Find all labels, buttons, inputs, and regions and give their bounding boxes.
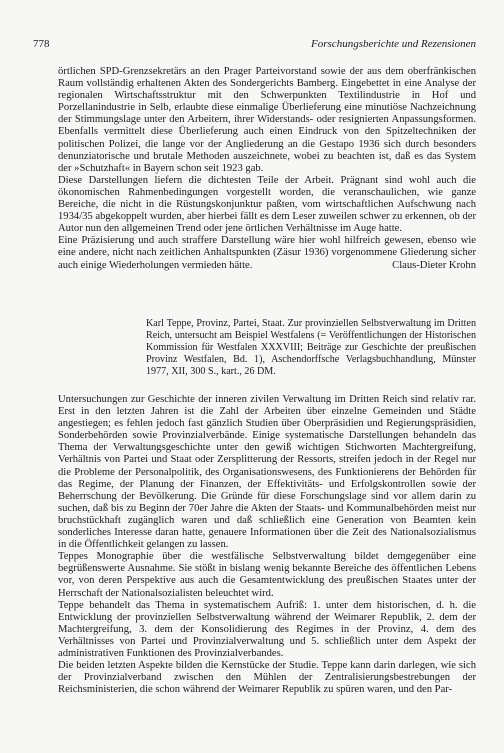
review-body xyxy=(58,394,476,696)
paragraph: örtlichen SPD-Grenzsekretärs an den Prager Parteivorstand sowie der aus dem oberfränkischen Raum vollständig erhaltenen Akten des Sondergerichts Bamberg. Eingebettet in eine Analyse der regionalen Wirtschaftsstruktur mit den Schwerpunkten Textilindustrie in Hof und Porzellanindustrie in Selb, erlaubte diese einmalige Überlieferung eine minutiöse Nachzeichnung der Stimmungslage unter den Arbeitern, ihrer Widerstands- oder resignierten Anpassungsformen. Ebenfalls vermittelt diese Überlieferung auch einen Eindruck von den Spitzeltechniken der politischen Polizei, die lange vor der Angliederung an die Gestapo 1936 sich durch besonders denunziatorische und brutale Methoden auszeichnete, wobei zu beachten ist, daß es das System der »Schutzhaft« in Bayern schon seit 1923 gab. xyxy=(58,66,476,174)
book-reference: Karl Teppe, Provinz, Partei, Staat. Zur provinziellen Selbstverwaltung im Dritten Reich, untersucht am Beispiel Westfalens (= Veröffentlichungen der Historischen Kommission für Westfalen XXXVIII; Beiträge zur Geschichte der preußischen Provinz Westfalen, Bd. 1), Aschendorffsche Verlagsbuchhandlung, Münster 1977, XII, 300 S., kart., 26 DM. xyxy=(146,318,476,378)
page-number: 778 xyxy=(33,38,50,50)
running-title: Forschungsberichte und Rezensionen xyxy=(311,38,476,50)
paragraph: Teppe behandelt das Thema in systematischem Aufriß: 1. unter dem historischen, d. h. die Entwicklung der provinziellen Selbstverwaltung während der Weimarer Republik, 2. dem der Machtergreifung, 3. dem der Konsolidierung des Regimes in der Provinz, 4. dem des Verhältnisses von Partei und Provinzialverwaltung und 5. schließlich unter dem Aspekt der administrativen Funktionen des Provinzialverbandes. xyxy=(58,599,476,659)
paragraph-text: Eine Präzisierung und auch straffere Darstellung wäre hier wohl hilfreich gewesen, ebenso wie eine andere, nicht nach zeitlichen Anhaltspunkten (Zäsur 1936) vorgenommene Gliederung sicher auch einige Wiederholungen vermieden hätte. xyxy=(58,235,476,271)
running-header xyxy=(33,38,476,52)
paragraph: Untersuchungen zur Geschichte der inneren zivilen Verwaltung im Dritten Reich sind relativ rar. Erst in den letzten Jahren ist die Zahl der Arbeiten über einzelne Gemeinden und Städte angestiegen; es fehlen jedoch fast gänzlich Studien über Oberpräsidien und Regierungspräsidien, Sonderbehörden sowie Provinzialverbände. Einige systematische Darstellungen behandeln das Thema der Verwaltungsgeschichte unter den gewiß wichtigen Stichworten Machtergreifung, Verhältnis von Partei und Staat oder Zersplitterung der Ressorts, streifen jedoch in der Regel nur die Probleme der Personalpolitik, des Organisationswesens, des Funktionierens der Behörden für das Regime, der Planung der Finanzen, der Effektivitäts- und Erfolgskontrollen sowie der Beherrschung der Bevölkerung. Die Gründe für diese Forschungslage sind vor allem darin zu suchen, daß bis zu Beginn der 70er Jahre die Akten der Staats- und Kommunalbehörden meist nur bruchstückhaft zugänglich waren und daß schließlich eine Generation von Beamten kein sonderliches Interesse daran hatte, genauere Informationen über die Zeit des Nationalsozialismus in die Öffentlichkeit gelangen zu lassen. xyxy=(58,394,476,551)
paragraph: Die beiden letzten Aspekte bilden die Kernstücke der Studie. Teppe kann darin darlegen, wie sich der Provinzialverband zwischen den Mühlen der Zentralisierungsbestrebungen der Reichsministerien, die schon während der Weimarer Republik zu spüren waren, und den Par- xyxy=(58,660,476,696)
paragraph: Diese Darstellungen liefern die dichtesten Teile der Arbeit. Prägnant sind wohl auch die ökonomischen Rahmenbedingungen vorgestellt worden, die veranschaulichen, wie ganze Bereiche, die nicht in die Rüstungskonjunktur paßten, vom wirtschaftlichen Aufschwung nach 1934/35 abgekoppelt wurden, aber hierbei fällt es dem Leser zuweilen schwer zu erkennen, ob der Autor nun den allgemeinen Trend oder jene örtlichen Verhältnisse im Auge hatte. xyxy=(58,174,476,235)
review-continuation xyxy=(58,66,476,272)
author-signature: Claus-Dieter Krohn xyxy=(392,259,476,271)
paragraph xyxy=(58,235,476,271)
paragraph: Teppes Monographie über die westfälische Selbstverwaltung bildet demgegenüber eine begrüßenswerte Ausnahme. Sie stößt in bislang wenig bekannte Bereiche des öffentlichen Lebens vor, von deren Perspektive aus auch die Gesamtentwicklung des preußischen Staates unter der Herrschaft der Nationalsozialisten beleuchtet wird. xyxy=(58,551,476,599)
